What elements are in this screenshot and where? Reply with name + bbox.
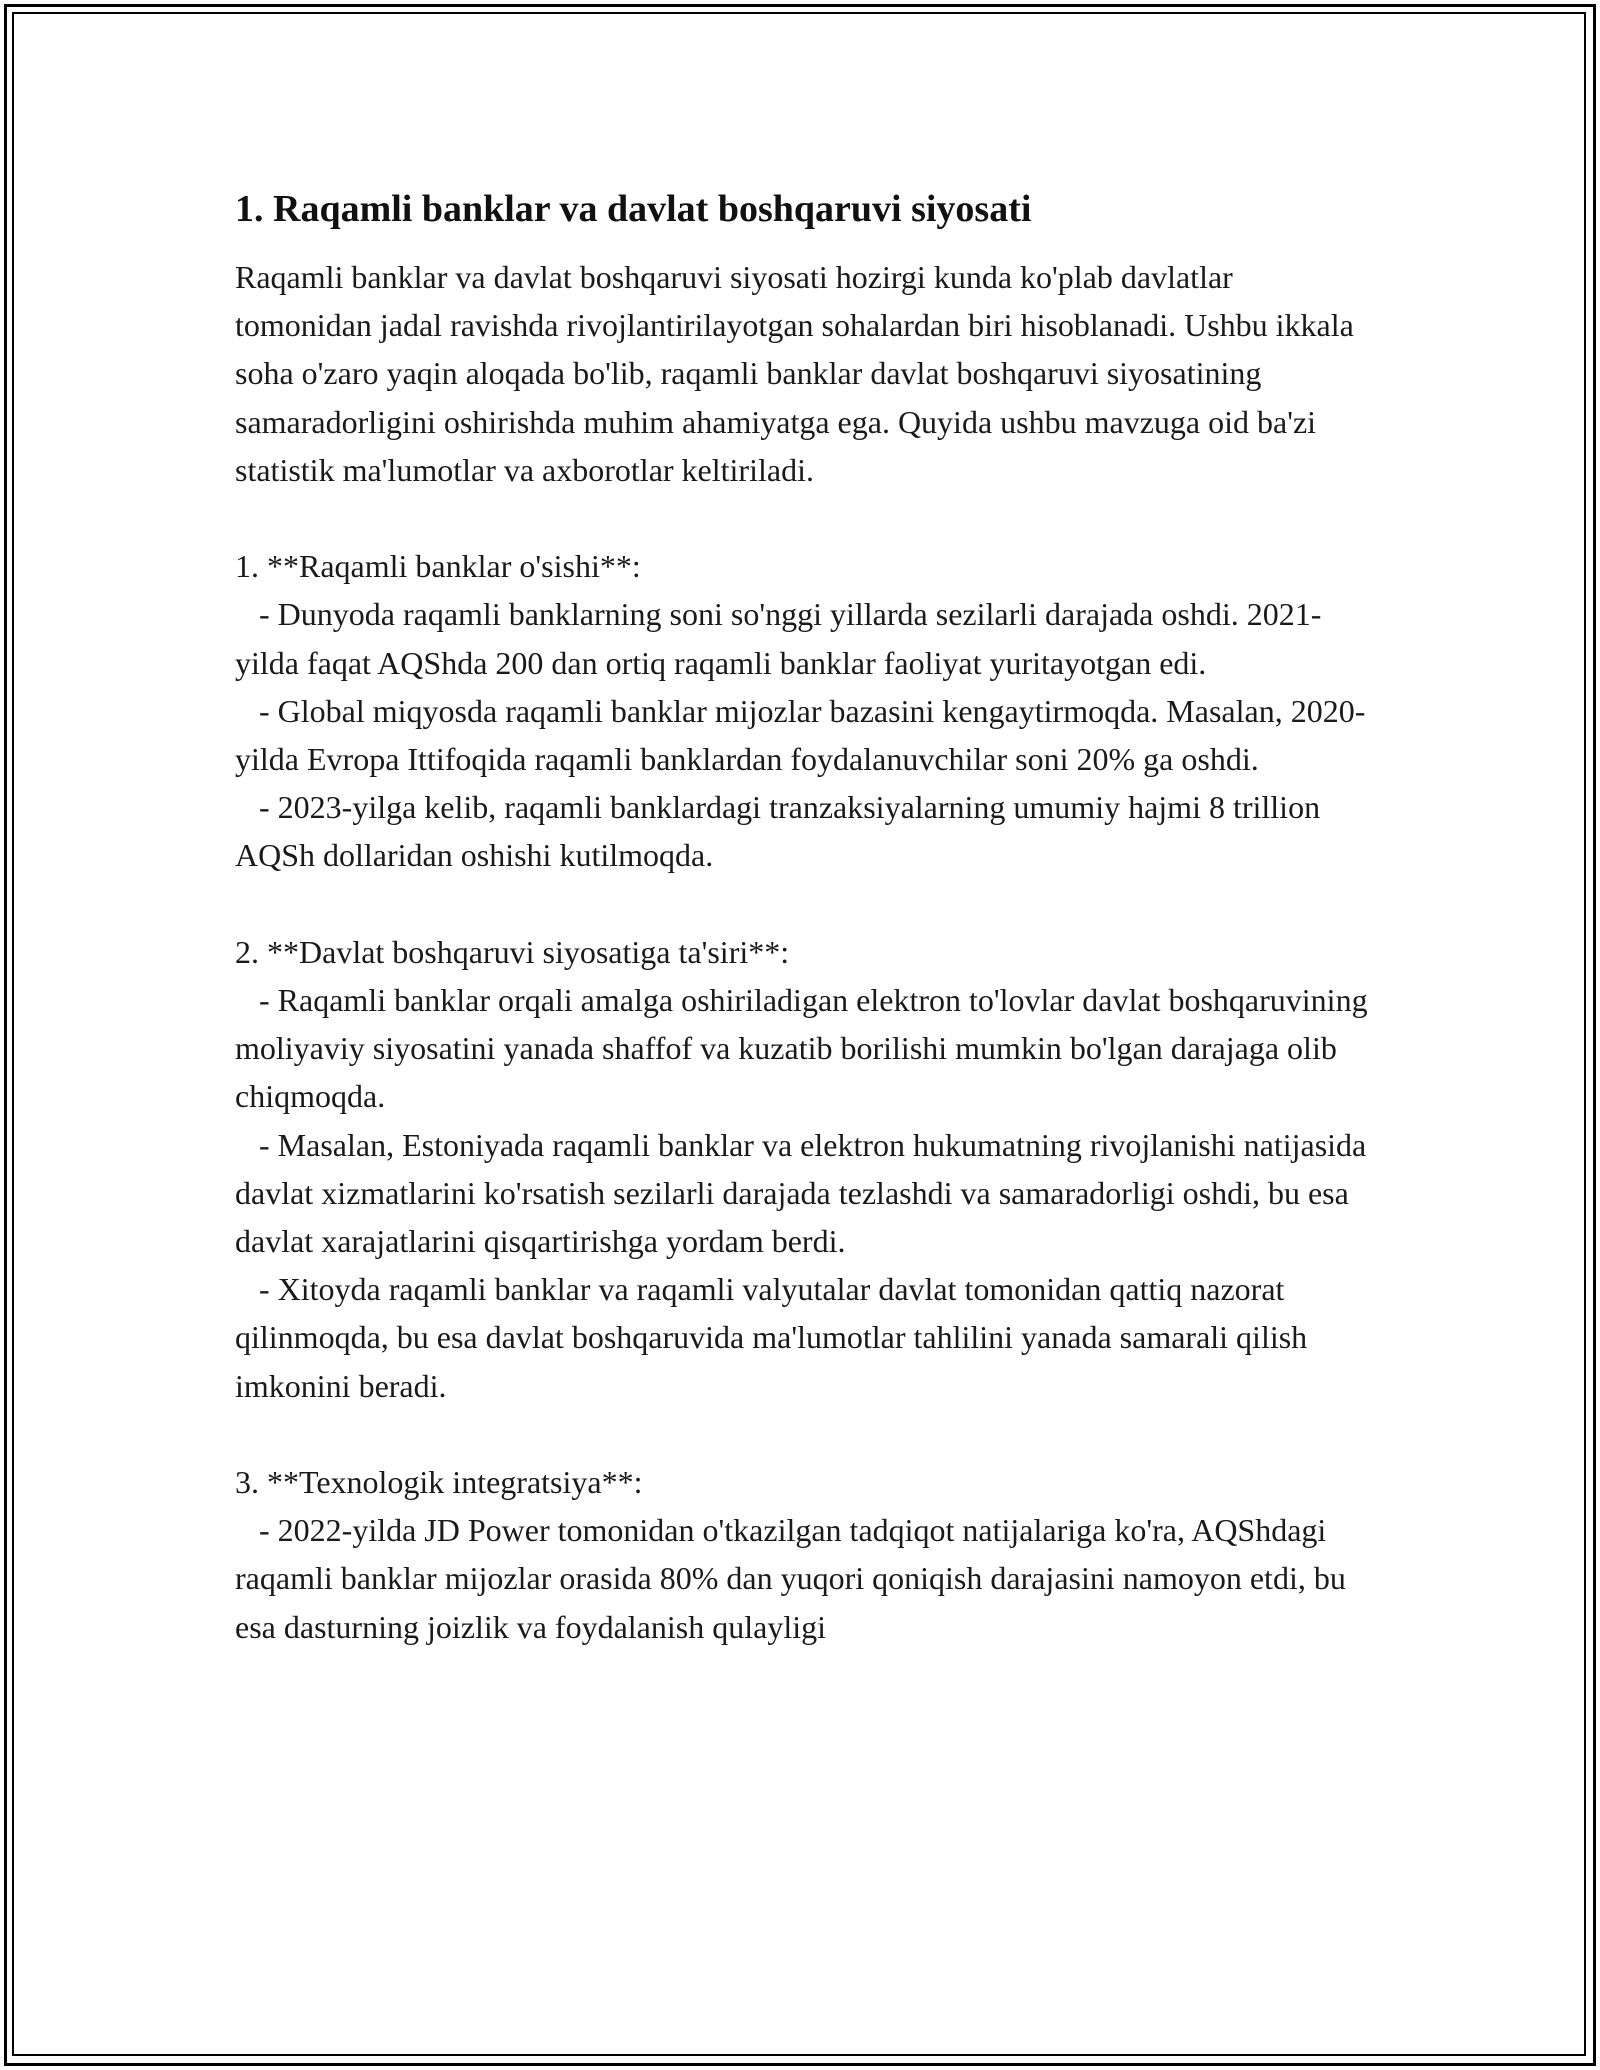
section-heading: 1. **Raqamli banklar o'sishi**: [235, 548, 641, 585]
list-item: - Xitoyda raqamli banklar va raqamli valyutalar davlat tomonidan qattiq nazorat qilinmoqda, bu esa davlat boshqaruvida ma'lumotlar tahlilini yanada samarali qilish imkonini beradi. [235, 1271, 1316, 1404]
section-tech-integration [235, 1458, 1375, 1651]
intro-paragraph: Raqamli banklar va davlat boshqaruvi siyosati hozirgi kunda ko'plab davlatlar tomonidan jadal ravishda rivojlantirilayotgan sohalardan biri hisoblanadi. Ushbu ikkala soha o'zaro yaqin aloqada bo'lib, raqamli banklar davlat boshqaruvi siyosatining samaradorligini oshirishda muhim ahamiyatga ega. Quyida ushbu mavzuga oid ba'zi statistik ma'lumotlar va axborotlar keltiriladi. [235, 259, 1354, 488]
section-heading: 3. **Texnologik integratsiya**: [235, 1464, 643, 1501]
section-policy-impact [235, 928, 1375, 1410]
list-item: - Dunyoda raqamli banklarning soni so'nggi yillarda sezilarli darajada oshdi. 2021-yilda faqat AQShda 200 dan ortiq raqamli banklar faoliyat yuritayotgan edi. [235, 596, 1322, 681]
section-heading: 2. **Davlat boshqaruvi siyosatiga ta'siri**: [235, 933, 790, 970]
list-item: - 2023-yilga kelib, raqamli banklardagi tranzaksiyalarning umumiy hajmi 8 trillion AQSh dollaridan oshishi kutilmoqda. [235, 789, 1327, 874]
list-item: - 2022-yilda JD Power tomonidan o'tkazilgan tadqiqot natijalariga ko'ra, AQShdagi raqamli banklar mijozlar orasida 80% dan yuqori qoniqish darajasini namoyon etdi, bu esa dasturning joizlik va foydalanish qulayligi [235, 1512, 1354, 1645]
document-body [235, 185, 1375, 1651]
section-growth [235, 542, 1375, 879]
spacer [235, 880, 1375, 928]
list-item: - Raqamli banklar orqali amalga oshiriladigan elektron to'lovlar davlat boshqaruvining moliyaviy siyosatini yanada shaffof va kuzatib borilishi mumkin bo'lgan darajaga olib chiqmoqda. [235, 982, 1376, 1115]
list-item: - Masalan, Estoniyada raqamli banklar va elektron hukumatning rivojlanishi natijasida davlat xizmatlarini ko'rsatish sezilarli darajada tezlashdi va samaradorligi oshdi, bu esa davlat xarajatlarini qisqartirishga yordam berdi. [235, 1126, 1375, 1260]
list-item: - Global miqyosda raqamli banklar mijozlar bazasini kengaytirmoqda. Masalan, 2020-yilda Evropa Ittifoqida raqamli banklardan foydalanuvchilar soni 20% ga oshdi. [235, 692, 1366, 778]
document-title: 1. Raqamli banklar va davlat boshqaruvi siyosati [235, 188, 1032, 230]
spacer [235, 1410, 1375, 1458]
spacer [235, 494, 1375, 542]
